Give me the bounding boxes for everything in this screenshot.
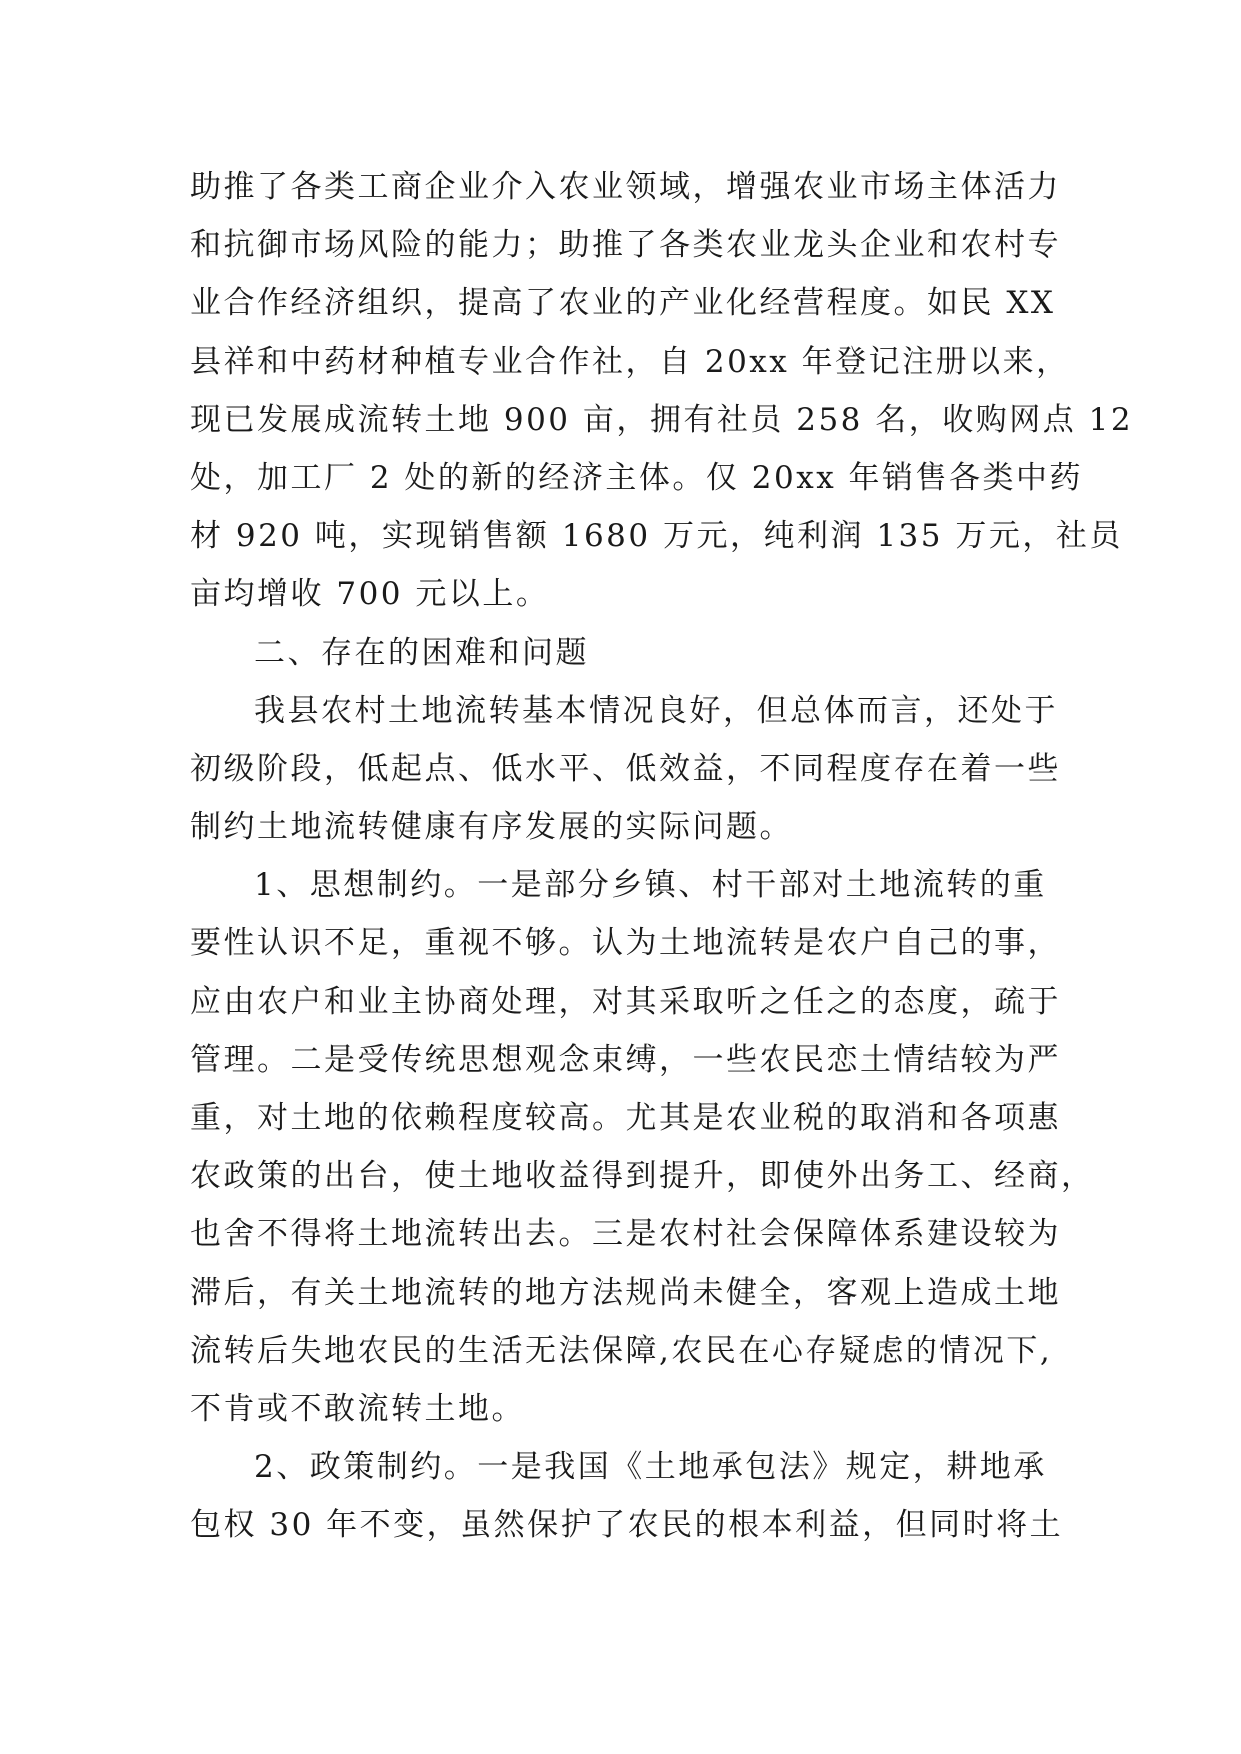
text-line: 滞后，有关土地流转的地方法规尚未健全，客观上造成土地 <box>190 1274 1061 1311</box>
text-line: 流转后失地农民的生活无法保障,农民在心存疑虑的情况下, <box>190 1332 1053 1369</box>
text-line: 2、政策制约。一是我国《土地承包法》规定，耕地承 <box>254 1449 1047 1486</box>
text-line: 不肯或不敢流转土地。 <box>190 1390 525 1427</box>
text-line: 重，对土地的依赖程度较高。尤其是农业税的取消和各项惠 <box>190 1100 1061 1136</box>
text-line: 材 920 吨，实现销售额 1680 万元，纯利润 135 万元，社员 <box>190 518 1123 555</box>
text-line: 制约土地流转健康有序发展的实际问题。 <box>190 809 793 846</box>
text-line: 应由农户和业主协商处理，对其采取听之任之的态度，疏于 <box>190 983 1061 1020</box>
text-line: 1、思想制约。一是部分乡镇、村干部对土地流转的重 <box>254 867 1047 904</box>
text-line: 处，加工厂 2 处的新的经济主体。仅 20xx 年销售各类中药 <box>190 459 1084 496</box>
text-line: 和抗御市场风险的能力；助推了各类农业龙头企业和农村专 <box>190 227 1061 264</box>
text-line: 二、存在的困难和问题 <box>254 634 589 671</box>
text-line: 也舍不得将土地流转出去。三是农村社会保障体系建设较为 <box>190 1216 1061 1253</box>
text-line: 助推了各类工商企业介入农业领域，增强农业市场主体活力 <box>190 169 1061 205</box>
text-line: 农政策的出台，使土地收益得到提升，即使外出务工、经商， <box>190 1158 1095 1195</box>
text-line: 亩均增收 700 元以上。 <box>190 576 550 613</box>
text-line: 现已发展成流转土地 900 亩，拥有社员 258 名，收购网点 12 <box>190 401 1134 438</box>
text-line: 包权 30 年不变，虽然保护了农民的根本利益，但同时将土 <box>190 1507 1064 1544</box>
document-body <box>190 158 1134 1555</box>
text-line: 我县农村土地流转基本情况良好，但总体而言，还处于 <box>254 692 1058 729</box>
text-line: 初级阶段，低起点、低水平、低效益，不同程度存在着一些 <box>190 750 1061 787</box>
text-line: 业合作经济组织，提高了农业的产业化经营程度。如民 XX <box>190 285 1056 322</box>
text-line: 管理。二是受传统思想观念束缚，一些农民恋土情结较为严 <box>190 1041 1061 1078</box>
text-line: 要性认识不足，重视不够。认为土地流转是农户自己的事， <box>190 925 1061 962</box>
text-line: 县祥和中药材种植专业合作社，自 20xx 年登记注册以来， <box>190 343 1070 380</box>
